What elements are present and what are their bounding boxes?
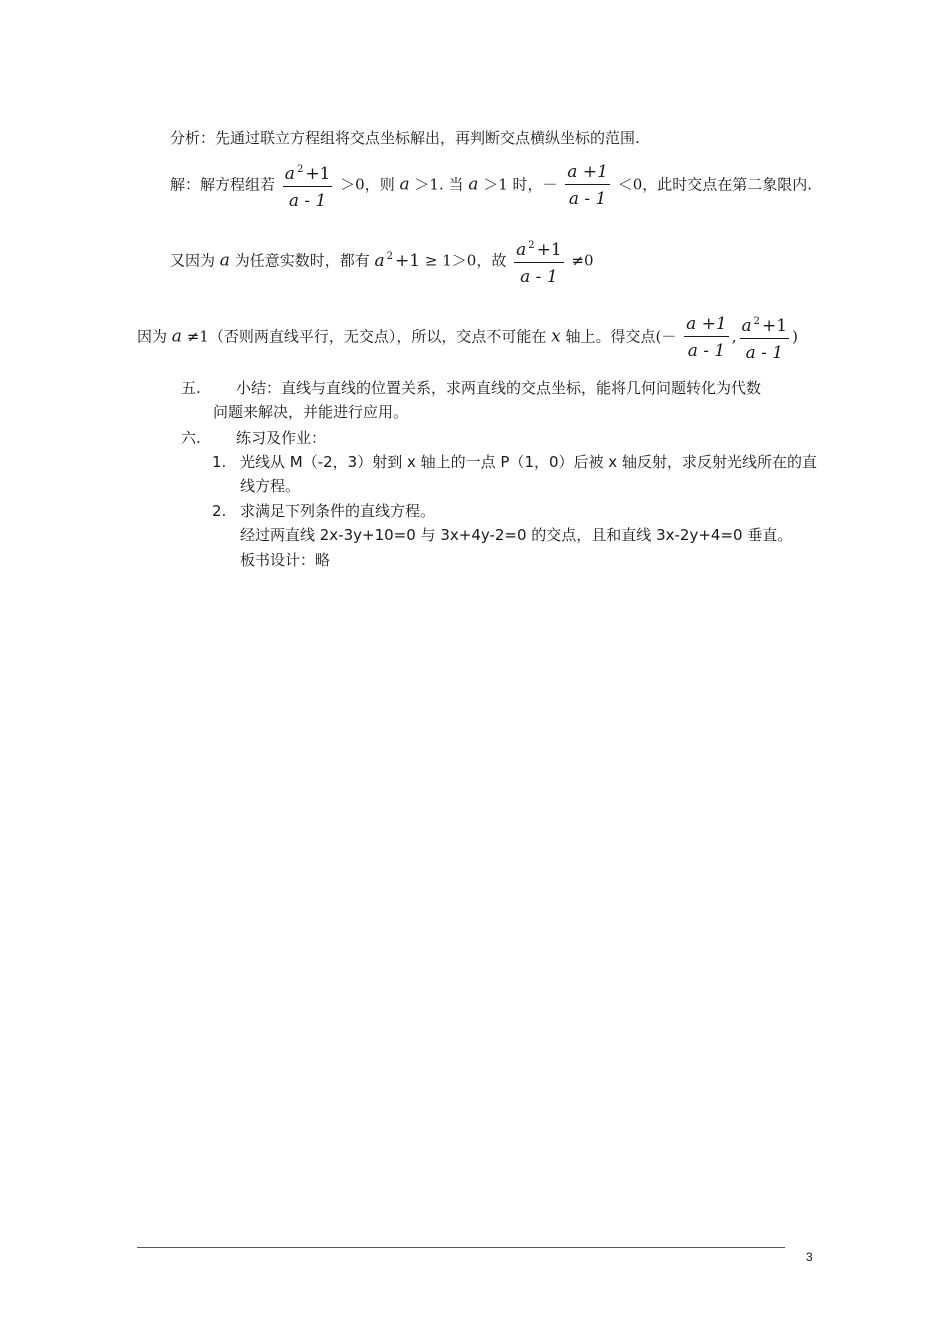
- coordinate-close: ): [792, 327, 798, 346]
- math-a: a: [374, 250, 385, 271]
- fraction-aplus1-over-aminus1: [565, 162, 610, 209]
- math-numerator: a +1: [565, 162, 610, 185]
- exercise-2-line-2: 经过两直线 2x-3y+10=0 与 3x+4y-2=0 的交点，且和直线 3x-2y+4=0 垂直。: [240, 526, 793, 544]
- solution-gt1-time: ＞1 时，－: [483, 175, 558, 194]
- math-denominator: a - 1: [568, 189, 607, 209]
- also-mid: 为任意实数时，都有: [234, 251, 370, 270]
- fraction-a2plus1-over-aminus1: [740, 312, 790, 363]
- also-paragraph: [170, 236, 594, 287]
- section-marker: 六.: [181, 429, 201, 447]
- also-neq0: ≠0: [571, 251, 594, 270]
- math-exponent: 2: [296, 164, 304, 175]
- fraction-a2plus1-over-aminus1: [283, 160, 333, 211]
- also-lead: 又因为: [170, 251, 216, 270]
- math-plus-one: +1: [536, 240, 562, 260]
- math-exponent: 2: [753, 316, 761, 327]
- solution-paragraph: [170, 160, 812, 211]
- math-plus-one: +1: [395, 250, 421, 271]
- math-plus-one: +1: [305, 164, 331, 184]
- summary-line-1: 小结：直线与直线的位置关系，求两直线的交点坐标，能将几何问题转化为代数: [236, 379, 762, 397]
- exercise-1-line-2: 线方程。: [240, 477, 301, 495]
- footer-rule: [137, 1247, 785, 1248]
- because-neq1: ≠1（否则两直线平行，无交点），所以，交点不可能在: [186, 327, 547, 346]
- exercise-heading: 练习及作业：: [236, 429, 327, 447]
- solution-lt0: ＜0，此时交点在第二象限内.: [617, 175, 813, 194]
- also-after-geq: 1＞0，故: [442, 251, 507, 270]
- analysis-paragraph: 分析：先通过联立方程组将交点坐标解出，再判断交点横纵坐标的范围.: [170, 129, 640, 147]
- math-x: x: [551, 326, 561, 347]
- math-exponent: 2: [528, 240, 535, 251]
- because-paragraph: [137, 312, 798, 363]
- fraction-aplus1-over-aminus1: [684, 314, 729, 361]
- section-marker: 五.: [181, 379, 201, 397]
- exercise-number: 2.: [212, 502, 227, 520]
- solution-lead: 解：解方程组若: [170, 175, 276, 194]
- math-denominator: a - 1: [288, 191, 327, 211]
- coordinate-comma: ,: [731, 327, 737, 346]
- math-denominator: a - 1: [520, 267, 558, 287]
- math-numerator: a +1: [684, 314, 729, 337]
- math-exponent: 2: [386, 250, 394, 262]
- board-design-line: 板书设计：略: [240, 551, 331, 569]
- math-denominator: a - 1: [745, 343, 784, 363]
- exercise-2-line-1: 求满足下列条件的直线方程。: [240, 502, 436, 520]
- exercise-number: 1.: [212, 453, 227, 471]
- page-number: 3: [806, 1250, 813, 1264]
- because-lead: 因为: [137, 327, 168, 346]
- exercise-1-line-1: 光线从 M（-2，3）射到 x 轴上的一点 P（1，0）后被 x 轴反射，求反射光线所在的直: [240, 453, 817, 471]
- fraction-a2plus1-over-aminus1: [514, 236, 564, 287]
- summary-line-2: 问题来解决，并能进行应用。: [213, 403, 409, 421]
- math-a: a: [468, 174, 479, 195]
- math-plus-one: +1: [762, 316, 788, 336]
- math-a: a: [516, 240, 527, 260]
- solution-gt0: ＞0，则: [340, 175, 395, 194]
- because-axis-text: 轴上。得交点(－: [565, 327, 677, 346]
- math-a: a: [284, 164, 295, 184]
- math-denominator: a - 1: [687, 341, 726, 361]
- geq-sign: ≥: [424, 251, 438, 270]
- math-a: a: [399, 174, 410, 195]
- solution-gt1: ＞1. 当: [414, 175, 464, 194]
- math-a: a: [219, 250, 230, 271]
- math-a: a: [741, 316, 752, 336]
- math-a: a: [171, 326, 182, 347]
